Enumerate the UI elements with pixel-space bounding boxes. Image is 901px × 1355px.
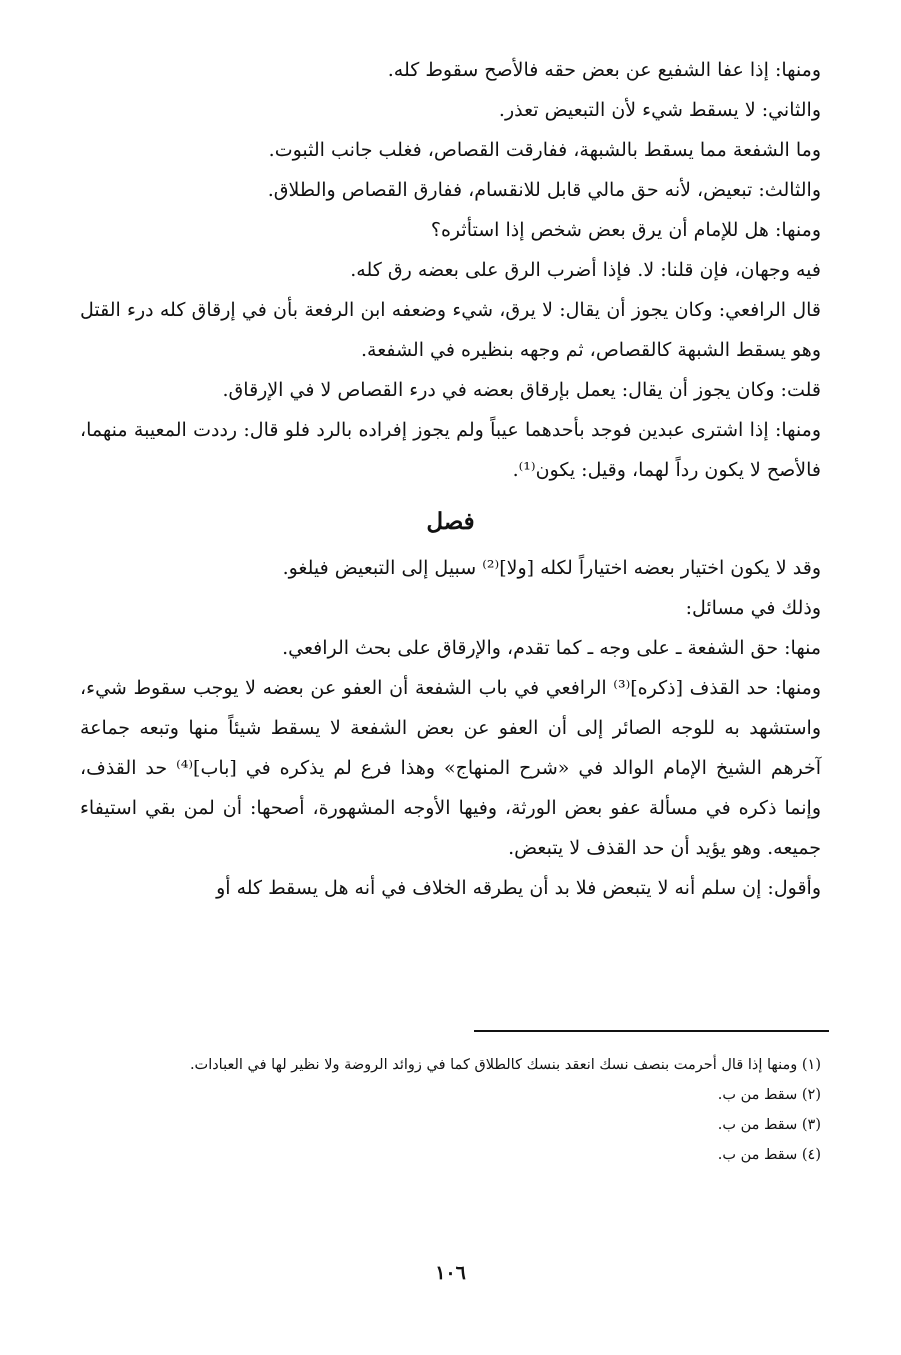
main-text <box>80 50 821 908</box>
paragraph: وما الشفعة مما يسقط بالشبهة، ففارقت القصاص، فغلب جانب الثبوت. <box>268 139 821 161</box>
paragraph: ومنها: حد القذف [ذكره]⁽³⁾ الرافعي في باب الشفعة أن العفو عن بعضه لا يوجب سقوط شيء، واستشهد به للوجه الصائر إلى أن العفو عن بعض الشفعة لا يسقط شيئاً منها وتبعه جماعة آخرهم الشيخ الإمام الوالد في «شرح المنهاج» وهذا فرع لم يذكره في [باب]⁽⁴⁾ حد القذف، وإنما ذكره في مسألة عفو بعض الورثة، وفيها الأوجه المشهورة، أصحها: أن لمن بقي استيفاء جميعه. وهو يؤيد أن حد القذف لا يتبعض. <box>80 677 821 859</box>
paragraph: والثالث: تبعيض، لأنه حق مالي قابل للانقسام، ففارق القصاص والطلاق. <box>267 179 821 201</box>
paragraph: والثاني: لا يسقط شيء لأن التبعيض تعذر. <box>498 99 821 121</box>
paragraph: قال الرافعي: وكان يجوز أن يقال: لا يرق، شيء وضعفه ابن الرفعة بأن في إرقاق كله درء القتل وهو يسقط الشبهة كالقصاص، ثم وجهه بنظيره في الشفعة. <box>80 299 821 361</box>
paragraph: ومنها: إذا اشترى عبدين فوجد بأحدهما عيباً ولم يجوز إفراده بالرد فلو قال: رددت المعيبة منهما، فالأصح لا يكون رداً لهما، وقيل: يكون⁽¹⁾. <box>80 419 821 481</box>
paragraph: وذلك في مسائل: <box>685 597 821 619</box>
paragraph: وقد لا يكون اختيار بعضه اختياراً لكله [ولا]⁽²⁾ سبيل إلى التبعيض فيلغو. <box>282 557 821 579</box>
footnote: (٢) سقط من ب. <box>717 1087 821 1103</box>
footnote: (٣) سقط من ب. <box>717 1117 821 1133</box>
footnotes <box>80 1050 821 1170</box>
footnote: (١) ومنها إذا قال أحرمت بنصف نسك انعقد بنسك كالطلاق كما في زوائد الروضة ولا نظير لها في العبادات. <box>189 1057 821 1073</box>
paragraph: ومنها: هل للإمام أن يرق بعض شخص إذا استأثره؟ <box>430 219 821 241</box>
section-heading: فصل <box>426 508 475 535</box>
footnote: (٤) سقط من ب. <box>717 1147 821 1163</box>
paragraph: ومنها: إذا عفا الشفيع عن بعض حقه فالأصح سقوط كله. <box>387 59 821 81</box>
footnote-divider <box>474 1030 829 1032</box>
page-number: ١٠٦ <box>435 1262 466 1284</box>
paragraph: قلت: وكان يجوز أن يقال: يعمل بإرقاق بعضه في درء القصاص لا في الإرقاق. <box>222 379 821 401</box>
paragraph: وأقول: إن سلم أنه لا يتبعض فلا بد أن يطرقه الخلاف في أنه هل يسقط كله أو <box>216 877 821 899</box>
paragraph: منها: حق الشفعة ـ على وجه ـ كما تقدم، والإرقاق على بحث الرافعي. <box>282 637 821 659</box>
paragraph: فيه وجهان، فإن قلنا: لا. فإذا أضرب الرق على بعضه رق كله. <box>350 259 821 281</box>
